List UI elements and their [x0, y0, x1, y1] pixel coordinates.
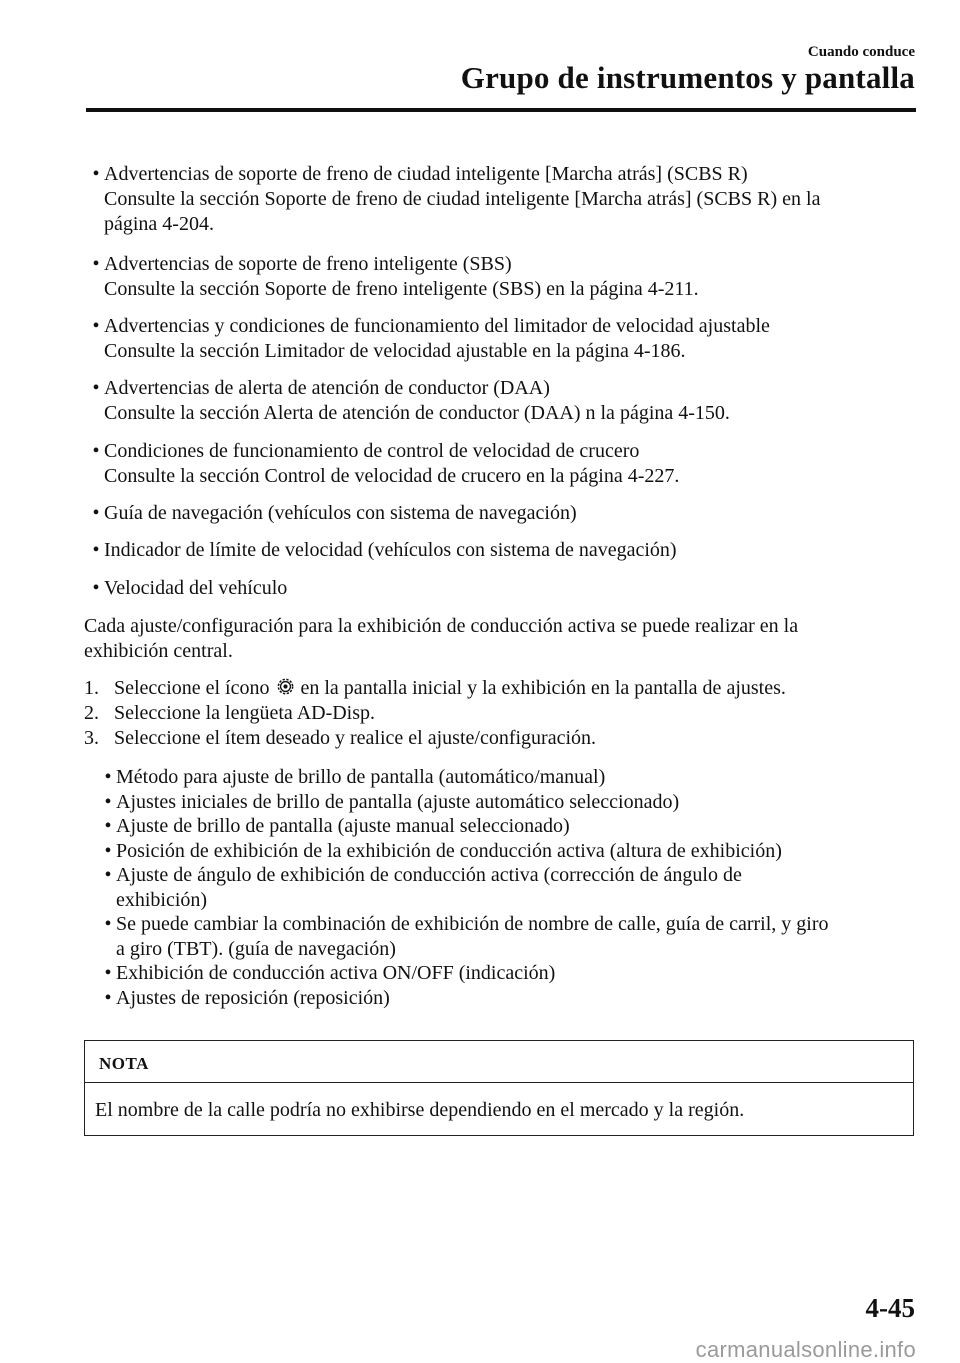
section-label: Cuando conduce	[807, 44, 915, 60]
warning-lead: Velocidad del vehículo	[104, 577, 288, 599]
settings-text: Se puede cambiar la combinación de exhibición de nombre de calle, guía de carril, y giro	[116, 913, 829, 935]
bullet-dot: •	[104, 839, 112, 862]
settings-text: Ajustes de reposición (reposición)	[116, 986, 390, 1009]
bullet-dot: •	[104, 815, 112, 837]
warning-lead: Advertencias y condiciones de funcionamiento del limitador de velocidad ajustable	[104, 315, 770, 337]
bullet-dot: •	[104, 766, 112, 788]
step-number: 1.	[84, 677, 99, 699]
step-item	[84, 726, 786, 751]
warning-item	[88, 576, 287, 601]
settings-item	[100, 814, 829, 839]
warning-lead: Condiciones de funcionamiento de control de velocidad de crucero	[104, 440, 640, 462]
bullet-dot: •	[92, 502, 100, 524]
warning-item	[88, 314, 770, 364]
settings-text-cont: a giro (TBT). (guía de navegación)	[116, 937, 396, 960]
intro-line: Cada ajuste/configuración para la exhibición de conducción activa se puede realizar en la	[84, 615, 799, 637]
warning-detail: Consulte la sección Limitador de velocidad ajustable en la página 4-186.	[104, 340, 686, 362]
settings-item	[100, 986, 829, 1011]
settings-text-cont: exhibición)	[116, 888, 208, 911]
bullet-dot: •	[92, 163, 100, 185]
note-heading: NOTA	[85, 1041, 913, 1083]
warning-detail: página 4-204.	[104, 213, 214, 235]
header-divider	[86, 108, 916, 112]
bullet-dot: •	[92, 377, 100, 399]
note-text: El nombre de la calle podría no exhibirse dependiendo en el mercado y la región.	[95, 1099, 745, 1121]
step-text: Seleccione la lengüeta AD-Disp.	[114, 702, 376, 724]
bullet-dot: •	[104, 986, 112, 1009]
bullet-dot: •	[92, 440, 100, 462]
step-text: en la pantalla inicial y la exhibición en la pantalla de ajustes.	[300, 677, 786, 699]
page-number: 4-45	[865, 1293, 915, 1323]
step-text: Seleccione el ícono	[114, 677, 270, 699]
bullet-dot: •	[104, 962, 112, 984]
settings-item	[100, 863, 829, 888]
warning-detail: Consulte la sección Alerta de atención de conductor (DAA) n la página 4-150.	[104, 402, 730, 424]
step-number: 2.	[84, 702, 99, 724]
settings-text: Ajustes iniciales de brillo de pantalla (ajuste automático seleccionado)	[116, 790, 680, 813]
settings-text: Ajuste de ángulo de exhibición de conducción activa (corrección de ángulo de	[116, 864, 742, 886]
intro-line: exhibición central.	[84, 640, 233, 662]
warning-lead: Advertencias de soporte de freno de ciudad inteligente [Marcha atrás] (SCBS R)	[104, 163, 748, 185]
warning-detail: Consulte la sección Soporte de freno inteligente (SBS) en la página 4-211.	[104, 278, 699, 300]
warning-lead: Guía de navegación (vehículos con sistema de navegación)	[104, 502, 577, 524]
warning-item	[88, 501, 577, 526]
step-number: 3.	[84, 727, 99, 749]
bullet-dot: •	[92, 253, 100, 275]
settings-item	[100, 839, 829, 864]
settings-text: Ajuste de brillo de pantalla (ajuste manual seleccionado)	[116, 815, 570, 837]
warning-item	[88, 252, 699, 302]
bullet-dot: •	[104, 790, 112, 813]
gear-icon	[276, 677, 295, 696]
page-title: Grupo de instrumentos y pantalla	[460, 60, 915, 95]
warning-lead: Advertencias de soporte de freno inteligente (SBS)	[104, 253, 512, 275]
settings-list	[100, 765, 829, 1010]
settings-item	[100, 912, 829, 937]
bullet-dot: •	[92, 539, 100, 561]
step-item	[84, 701, 786, 726]
watermark-text: carmanualsonline.info	[695, 1337, 916, 1362]
warning-lead: Indicador de límite de velocidad (vehículos con sistema de navegación)	[104, 539, 677, 561]
warning-detail: Consulte la sección Control de velocidad de crucero en la página 4-227.	[104, 465, 680, 487]
step-item	[84, 676, 786, 701]
settings-text: Exhibición de conducción activa ON/OFF (indicación)	[116, 962, 556, 984]
warning-item	[88, 439, 679, 489]
step-text: Seleccione el ítem deseado y realice el ajuste/configuración.	[114, 727, 597, 749]
settings-item	[100, 961, 829, 986]
note-box	[84, 1040, 914, 1136]
warning-lead: Advertencias de alerta de atención de conductor (DAA)	[104, 377, 550, 399]
settings-item	[100, 790, 829, 815]
warning-detail: Consulte la sección Soporte de freno de ciudad inteligente [Marcha atrás] (SCBS R) en la	[104, 188, 821, 210]
settings-item	[100, 765, 829, 790]
steps-list	[84, 676, 786, 751]
intro-paragraph	[84, 614, 914, 664]
settings-text: Posición de exhibición de la exhibición de conducción activa (altura de exhibición)	[116, 839, 782, 862]
warning-item	[88, 538, 677, 563]
warning-item	[88, 376, 730, 426]
settings-text: Método para ajuste de brillo de pantalla (automático/manual)	[116, 766, 606, 788]
bullet-dot: •	[104, 913, 112, 935]
warning-item	[88, 162, 820, 237]
bullet-dot: •	[92, 577, 100, 599]
bullet-dot: •	[92, 315, 100, 337]
bullet-dot: •	[104, 864, 112, 886]
